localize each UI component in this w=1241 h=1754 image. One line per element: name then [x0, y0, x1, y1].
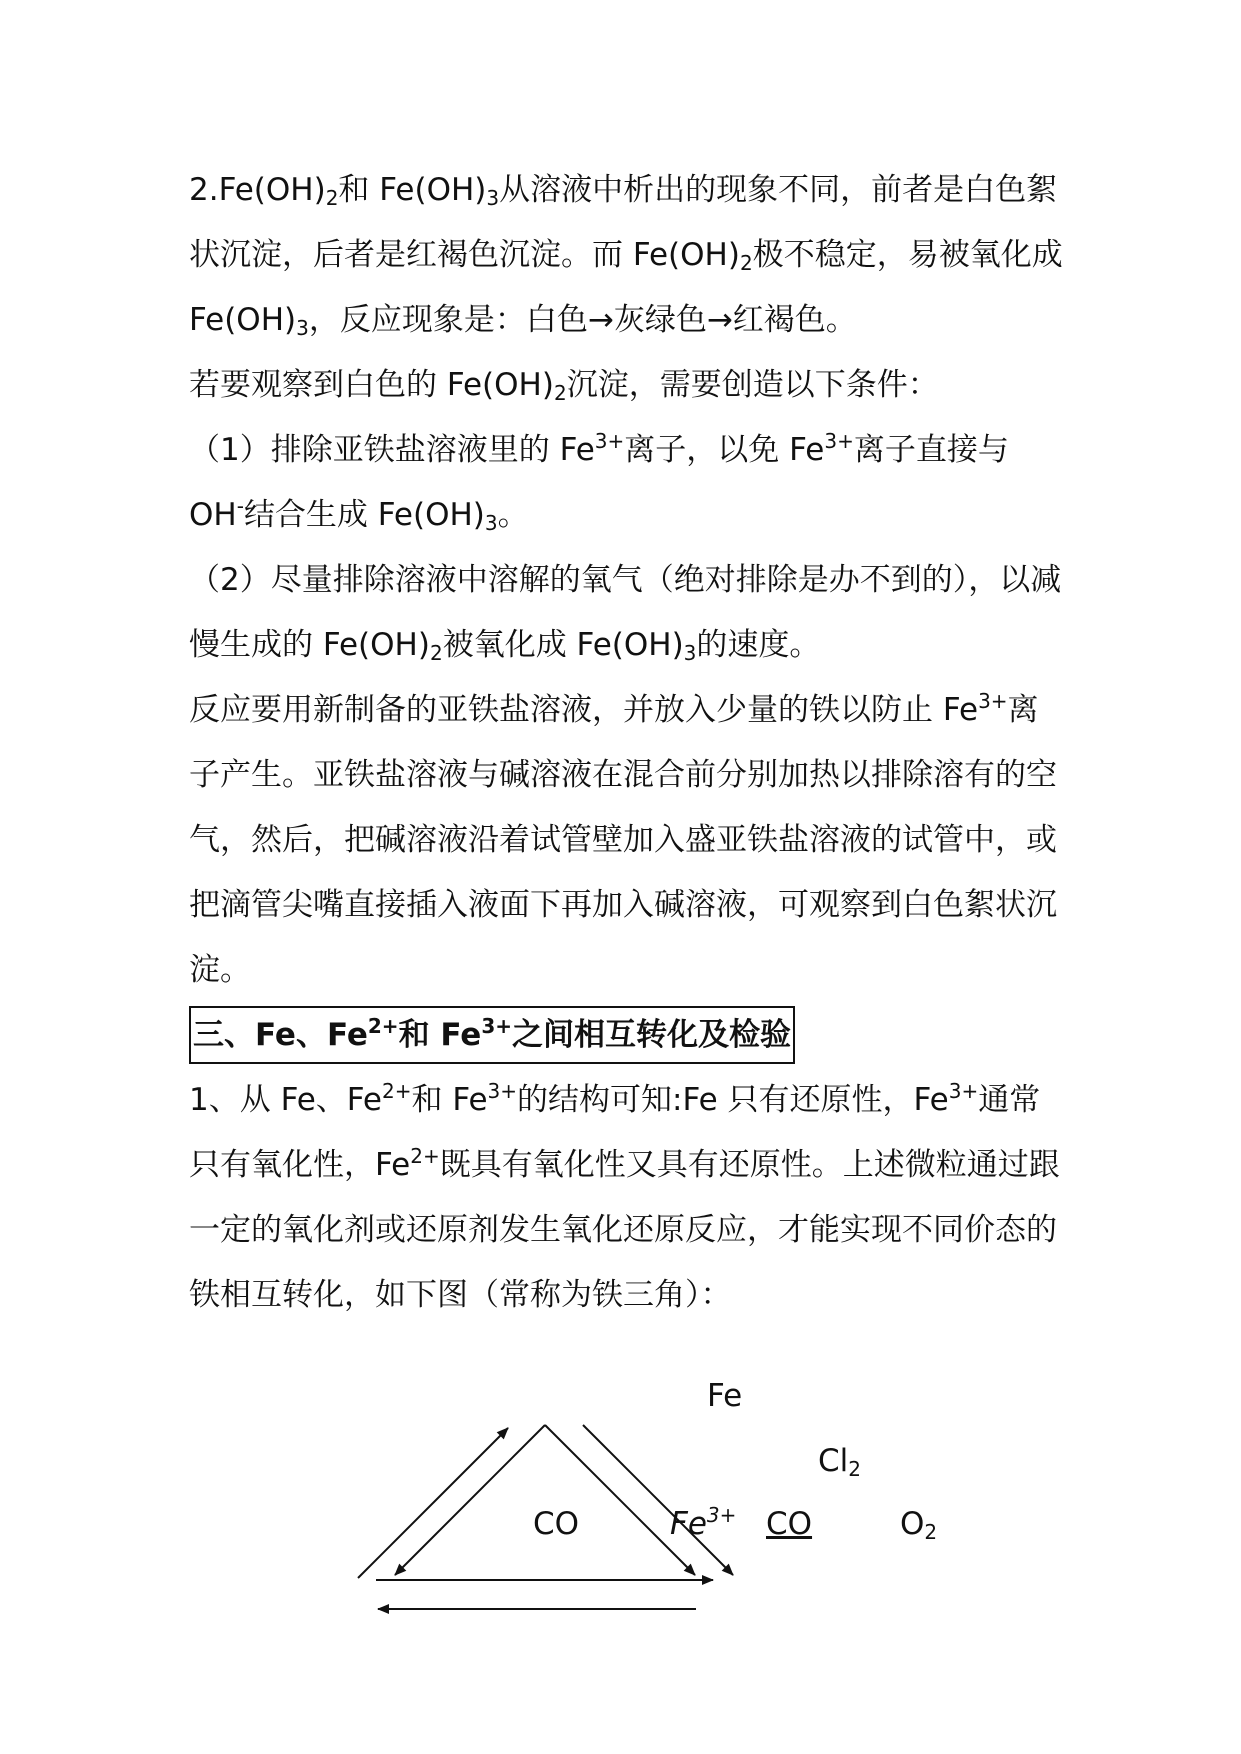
superscript: 3+	[948, 1079, 979, 1103]
text-run: 被氧化成 Fe(OH)	[442, 627, 684, 663]
text-run: 2.Fe(OH)	[189, 172, 326, 208]
subscript: 2	[553, 381, 567, 405]
text-run: （2）尽量排除溶液中溶解的氧气（绝对排除是办不到的），以减慢生成的 Fe(OH)	[189, 562, 1062, 663]
subscript: 2	[848, 1457, 861, 1481]
text-run: （1）排除亚铁盐溶液里的 Fe	[189, 432, 595, 468]
subscript: 3	[296, 316, 309, 340]
label-fe3	[670, 1503, 737, 1542]
label-o2	[900, 1506, 937, 1542]
arrow-right-inner	[545, 1425, 695, 1575]
text-run: Cl	[818, 1443, 849, 1479]
text-run: ，反应现象是：白色→灰绿色→红褐色。	[308, 302, 857, 338]
subscript: 3	[683, 641, 697, 665]
text-run: 反应要用新制备的亚铁盐溶液，并放入少量的铁以防止 Fe	[189, 692, 979, 728]
text-run: 若要观察到白色的 Fe(OH)	[189, 367, 554, 403]
label-cl2	[818, 1443, 861, 1479]
subscript: 3	[486, 186, 500, 210]
text-run: 结合生成 Fe(OH)	[243, 497, 485, 533]
text-run: 和 Fe	[398, 1017, 482, 1053]
arrow-left-outer	[358, 1428, 508, 1578]
text-run: 既具有氧化性又具有还原性。上述微粒通过跟一定的氧化剂或还原剂发生氧化还原反应，才能实现不同价态的铁相互转化，如下图（常称为铁三角）：	[189, 1147, 1060, 1313]
superscript: 3+	[481, 1014, 513, 1038]
text-run: O	[900, 1506, 925, 1542]
text-run: 从溶液中析出的现象不同，前者是白色絮状沉淀，后者是红褐色沉淀。而 Fe(OH)	[189, 172, 1058, 273]
text-run: 和 Fe(OH)	[338, 172, 487, 208]
label-co-left: CO	[533, 1506, 580, 1542]
text-run: 1、从 Fe、Fe	[189, 1082, 382, 1118]
text-run: 离子直接与 OH	[189, 432, 1009, 533]
text-run: 离子，以免 Fe	[624, 432, 825, 468]
subscript: 3	[484, 511, 498, 535]
subscript: 2	[739, 251, 753, 275]
text-run: 极不稳定，易被氧化成 Fe(OH)	[189, 237, 1063, 338]
arrow-right-outer	[583, 1425, 733, 1575]
superscript: 3+	[978, 689, 1008, 713]
superscript: 2+	[382, 1079, 412, 1103]
text-run: 和 Fe	[411, 1082, 488, 1118]
text-run: 的速度。	[696, 627, 821, 663]
subscript: 2	[325, 186, 339, 210]
text-run: 离子产生。亚铁盐溶液与碱溶液在混合前分别加热以排除溶有的空气，然后，把碱溶液沿着试管壁加入盛亚铁盐溶液的试管中，或把滴管尖嘴直接插入液面下再加入碱溶液，可观察到白色絮状沉淀。	[189, 692, 1057, 988]
superscript: 3+	[706, 1503, 737, 1527]
text-run: 三、Fe、Fe	[193, 1017, 368, 1053]
superscript: 3+	[487, 1079, 518, 1103]
text-run: Fe	[670, 1506, 707, 1542]
text-run: 。	[497, 497, 529, 533]
arrow-left-inner	[395, 1425, 545, 1575]
superscript: -	[236, 494, 244, 518]
superscript: 3+	[594, 429, 625, 453]
superscript: 2+	[410, 1144, 440, 1168]
text-run: 沉淀，需要创造以下条件：	[566, 367, 939, 403]
text-run: 的结构可知:Fe 只有还原性，Fe	[517, 1082, 949, 1118]
label-fe: Fe	[707, 1378, 743, 1414]
text-run: 之间相互转化及检验	[512, 1017, 792, 1053]
subscript: 2	[429, 641, 443, 665]
label-co-right: CO	[766, 1506, 813, 1542]
superscript: 3+	[824, 429, 854, 453]
superscript: 2+	[367, 1014, 399, 1038]
text-run: 通常只有氧化性，Fe	[189, 1082, 1041, 1183]
subscript: 2	[924, 1520, 938, 1544]
